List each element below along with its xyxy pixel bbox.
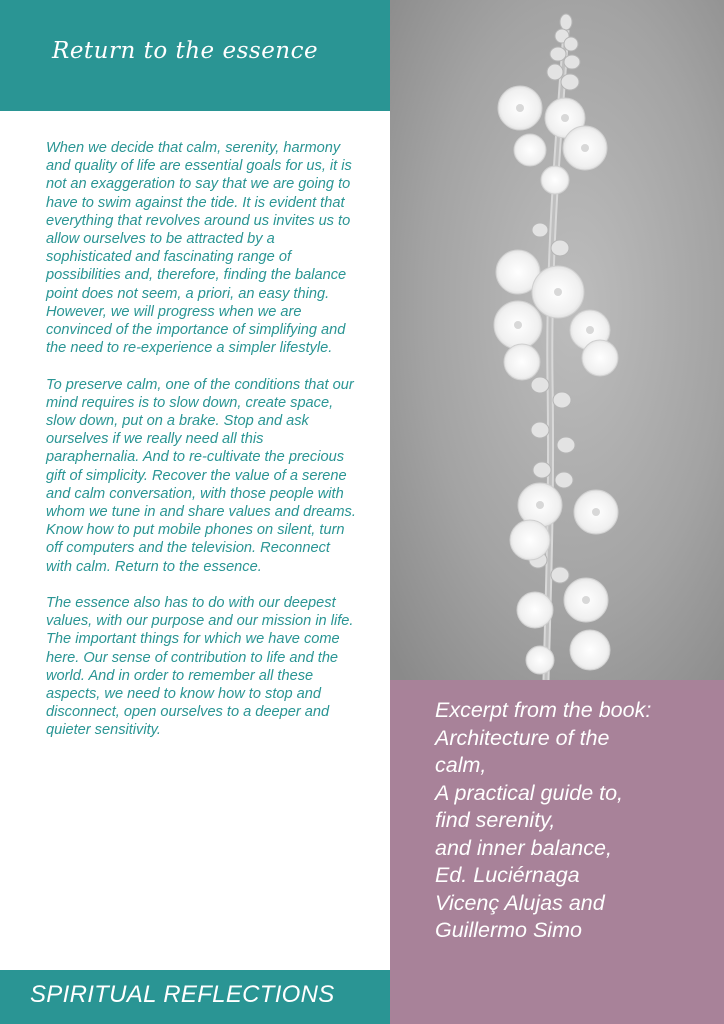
excerpt-line: Vicenç Alujas and (435, 890, 605, 915)
excerpt-box (390, 680, 724, 1024)
flower-photo (390, 0, 724, 680)
section-title: SPIRITUAL REFLECTIONS (30, 981, 335, 1008)
book-excerpt-credit (435, 697, 715, 945)
flower-stalk-image (390, 0, 724, 680)
excerpt-line: find serenity, (435, 808, 556, 832)
excerpt-line: Guillermo Simo (435, 918, 582, 942)
excerpt-line: Ed. Luciérnaga (435, 863, 580, 887)
paragraph-1: When we decide that calm, serenity, harmony and quality of life are essential goals for us, it is not an exaggeration to say that we are going to have to swim against the tide. It is evident that everything that revolves around us invites us to allow ourselves to be attracted by a sophisticated and fascinating range of possibilities and, therefore, finding the balance point does not seem, a priori, an easy thing. However, we will progress when we are convinced of the importance of simplifying and the need to re-experience a simpler lifestyle. (46, 140, 352, 357)
excerpt-line: calm, (435, 753, 487, 777)
excerpt-line: Architecture of the (435, 725, 610, 750)
article-body (46, 139, 356, 758)
header-band (0, 0, 390, 111)
paragraph-2: To preserve calm, one of the conditions that our mind requires is to slow down, create space, slow down, put on a brake. Stop and ask ourselves if we really need all this paraphernalia. And to re-cultivate the precious gift of simplicity. Recover the value of a serene and calm conversation, with those people with whom we tune in and share values and dreams. Know how to put mobile phones on silent, turn off computers and the television. Reconnect with calm. Return to the essence. (46, 376, 356, 575)
page-title: Return to the essence (52, 38, 319, 64)
footer-band (0, 970, 390, 1024)
excerpt-line: A practical guide to, (435, 780, 624, 805)
excerpt-line: Excerpt from the book: (435, 698, 652, 722)
excerpt-line: and inner balance, (435, 835, 612, 860)
paragraph-3: The essence also has to do with our deepest values, with our purpose and our mission in life. The important things for which we have come here. Our sense of contribution to life and the world. And in order to remember all these aspects, we need to know how to stop and disconnect, open ourselves to a deeper and quieter sensitivity. (46, 595, 354, 739)
